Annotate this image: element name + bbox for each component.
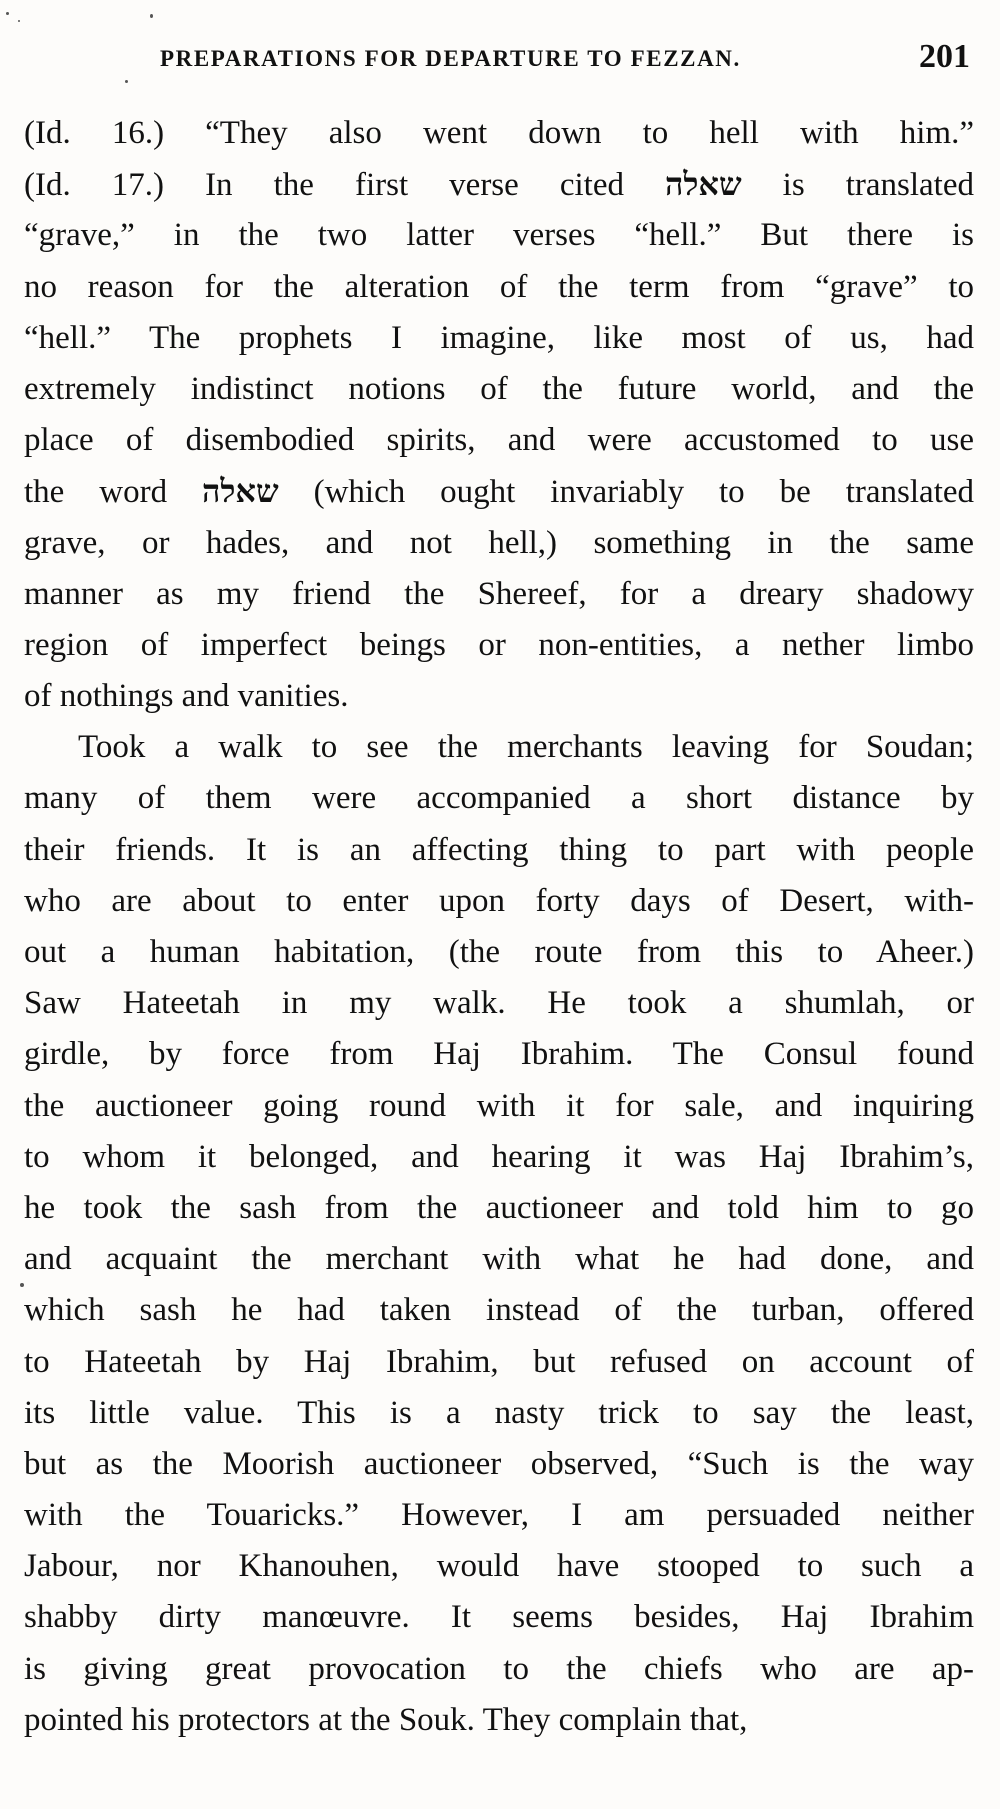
text-line: Jabour, nor Khanouhen, would have stooped to such a bbox=[24, 1548, 974, 1585]
text-line: of nothings and vanities. bbox=[24, 678, 349, 715]
text-line: to whom it belonged, and hearing it was Haj Ibrahim’s, bbox=[24, 1138, 974, 1175]
text-line: (Id. 16.) “They also went down to hell with him.” bbox=[24, 115, 974, 151]
text-line: the word שאלה (which ought invariably to be translated bbox=[24, 472, 974, 511]
text-line: many of them were accompanied a short distance by bbox=[24, 780, 974, 817]
text-line: and acquaint the merchant with what he had done, and bbox=[24, 1241, 974, 1278]
text-line: place of disembodied spirits, and were accustomed to use bbox=[24, 422, 974, 459]
page-number: 201 bbox=[919, 38, 970, 75]
text-line: manner as my friend the Shereef, for a dreary shadowy bbox=[24, 575, 974, 612]
text-line: which sash he had taken instead of the turban, offered bbox=[24, 1292, 974, 1329]
text-line: the auctioneer going round with it for sale, and inquiring bbox=[24, 1087, 974, 1124]
ink-speck bbox=[150, 14, 153, 18]
text-line: girdle, by force from Haj Ibrahim. The Consul found bbox=[24, 1036, 974, 1073]
text-line: to Hateetah by Haj Ibrahim, but refused on account of bbox=[24, 1343, 974, 1380]
text-line: out a human habitation, (the route from this to Aheer.) bbox=[24, 934, 974, 970]
text-line: “grave,” in the two latter verses “hell.” But there is bbox=[24, 217, 974, 254]
text-line: shabby dirty manœuvre. It seems besides, Haj Ibrahim bbox=[24, 1599, 974, 1636]
text-line: is giving great provocation to the chiefs who are ap- bbox=[24, 1650, 974, 1687]
text-line: who are about to enter upon forty days of Desert, with- bbox=[24, 882, 974, 919]
text-line: no reason for the alteration of the term from “grave” to bbox=[24, 268, 974, 305]
ink-speck bbox=[6, 12, 9, 15]
text-line: he took the sash from the auctioneer and told him to go bbox=[24, 1189, 974, 1226]
hebrew-word: שאלה bbox=[665, 165, 742, 204]
text-line: its little value. This is a nasty trick to say the least, bbox=[24, 1394, 974, 1431]
text-line: (Id. 17.) In the first verse cited שאלה is translated bbox=[24, 165, 974, 204]
paragraph bbox=[24, 108, 974, 722]
hebrew-word: שאלה bbox=[202, 472, 279, 511]
text-line: but as the Moorish auctioneer observed, “Such is the way bbox=[24, 1445, 974, 1482]
paragraph bbox=[24, 722, 974, 1746]
text-line: “hell.” The prophets I imagine, like most of us, had bbox=[24, 319, 974, 356]
text-line: with the Touaricks.” However, I am persuaded neither bbox=[24, 1497, 974, 1534]
text-line: grave, or hades, and not hell,) something in the same bbox=[24, 524, 974, 561]
running-head-title: PREPARATIONS FOR DEPARTURE TO FEZZAN. bbox=[160, 46, 741, 71]
running-head bbox=[40, 38, 970, 78]
text-line: pointed his protectors at the Souk. They complain that, bbox=[24, 1701, 748, 1738]
ink-speck bbox=[125, 80, 128, 83]
text-line: Took a walk to see the merchants leaving for Soudan; bbox=[78, 729, 974, 766]
ink-speck bbox=[18, 20, 20, 22]
text-line: Saw Hateetah in my walk. He took a shumlah, or bbox=[24, 985, 974, 1022]
text-line: their friends. It is an affecting thing to part with people bbox=[24, 831, 974, 868]
text-line: extremely indistinct notions of the future world, and the bbox=[24, 370, 974, 407]
body-text bbox=[24, 108, 974, 1746]
text-line: region of imperfect beings or non-entities, a nether limbo bbox=[24, 626, 974, 663]
